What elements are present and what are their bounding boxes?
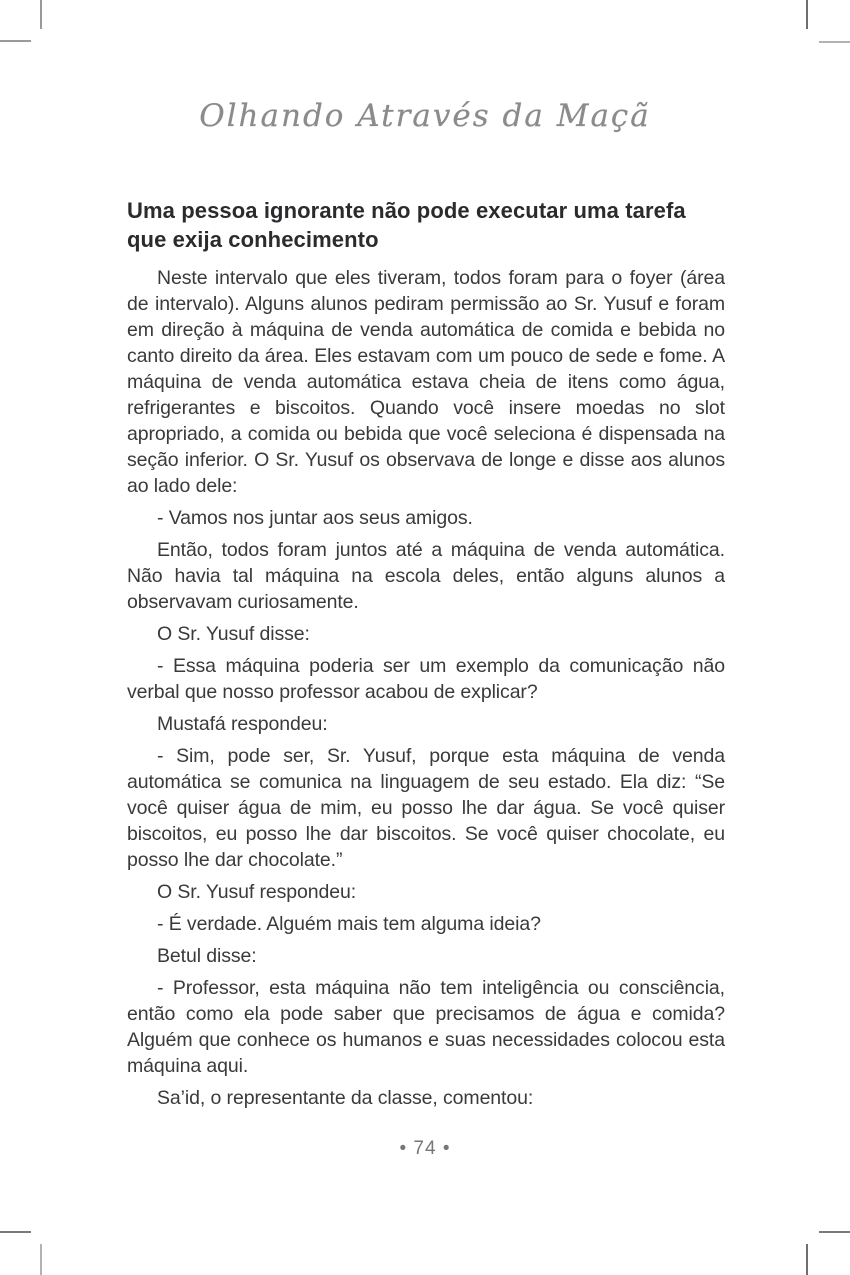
paragraph-dialogue: - É verdade. Alguém mais tem alguma ideia?	[157, 913, 541, 935]
crop-mark-top-left-vertical	[40, 0, 42, 29]
crop-mark-bottom-left-vertical	[40, 1244, 42, 1275]
section-heading: Uma pessoa ignorante não pode executar uma tarefa que exija conhecimento	[127, 198, 686, 252]
paragraph: Neste intervalo que eles tiveram, todos foram para o foyer (área de intervalo). Alguns alunos pediram permissão ao Sr. Yusuf e foram em direção à máquina de venda automática de comida e bebida no canto direito da área. Eles estavam com um pouco de sede e fome. A máquina de venda automática estava cheia de itens como água, refrigerantes e biscoitos. Quando você insere moedas no slot apropriado, a comida ou bebida que você seleciona é dispensada na seção inferior. O Sr. Yusuf os observava de longe e disse aos alunos ao lado dele:	[127, 267, 725, 497]
paragraph-dialogue: - Essa máquina poderia ser um exemplo da comunicação não verbal que nosso professor acabou de explicar?	[127, 655, 725, 703]
crop-mark-bottom-right-vertical	[806, 1244, 808, 1275]
crop-mark-top-right-vertical	[806, 0, 808, 29]
running-head: Olhando Através da Maçã	[199, 98, 651, 134]
crop-mark-top-left-horizontal	[0, 40, 31, 42]
page-content	[127, 196, 725, 1117]
crop-mark-bottom-right-horizontal	[819, 1231, 850, 1233]
paragraph-dialogue: - Vamos nos juntar aos seus amigos.	[157, 507, 473, 529]
paragraph: O Sr. Yusuf disse:	[157, 623, 310, 645]
paragraph-dialogue: - Professor, esta máquina não tem inteligência ou consciência, então como ela pode saber que precisamos de água e comida? Alguém que conhece os humanos e suas necessidades colocou esta máquina aqui.	[127, 977, 725, 1077]
crop-mark-bottom-left-horizontal	[0, 1231, 31, 1233]
paragraph-dialogue: - Sim, pode ser, Sr. Yusuf, porque esta máquina de venda automática se comunica na linguagem de seu estado. Ela diz: “Se você quiser água de mim, eu posso lhe dar água. Se você quiser biscoitos, eu posso lhe dar biscoitos. Se você quiser chocolate, eu posso lhe dar chocolate.”	[127, 745, 725, 871]
paragraph: Mustafá respondeu:	[157, 713, 328, 735]
crop-mark-top-right-horizontal	[819, 41, 850, 43]
paragraph: O Sr. Yusuf respondeu:	[157, 881, 357, 903]
paragraph: Então, todos foram juntos até a máquina de venda automática. Não havia tal máquina na escola deles, então alguns alunos a observavam curiosamente.	[127, 539, 725, 613]
paragraph: Betul disse:	[157, 945, 257, 967]
page-number: • 74 •	[399, 1138, 451, 1159]
paragraph: Sa’id, o representante da classe, comentou:	[157, 1087, 534, 1109]
